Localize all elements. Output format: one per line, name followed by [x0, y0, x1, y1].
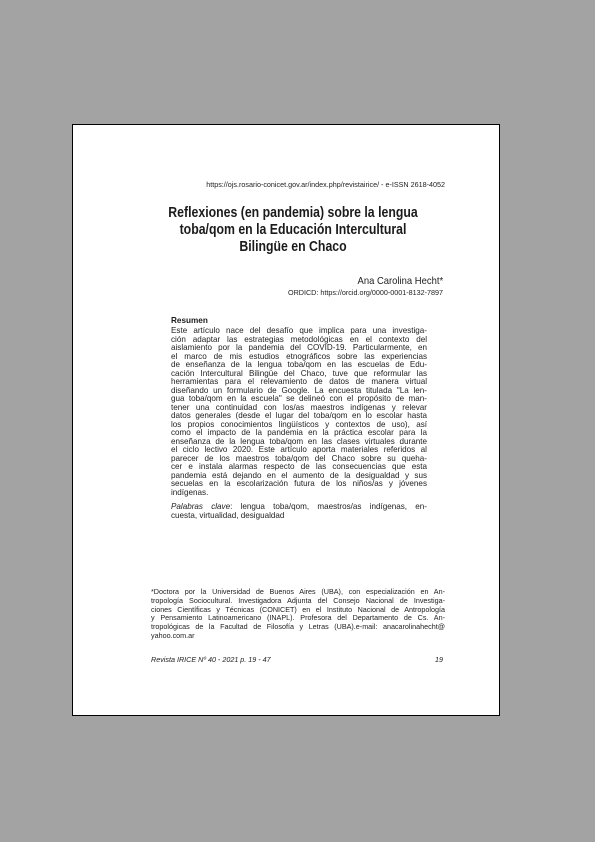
footnote-line: ciones Científicas y Técnicas (CONICET) en el Instituto Nacional de Antropología [151, 604, 445, 614]
footnote-line: tropología Sociocultural. Investigadora Adjunta del Consejo Nacional de Investiga- [151, 595, 445, 605]
footnote-line: y Pensamiento Latinoamericano (INAPL). Profesora del Departamento de Cs. An- [151, 613, 445, 623]
abstract-line: diseñando un formulario de Google. La encuesta titulada "La len- [171, 385, 427, 395]
abstract-line: como el impacto de la pandemia en la práctica escolar para la [171, 428, 427, 437]
journal-url-line: https://ojs.rosario-conicet.gov.ar/index.php/revistairice/ - e-ISSN 2618-4052 [206, 180, 445, 189]
footnote-line: tropológicas de la Facultad de Filosofía y Letras (UBA).e-mail: anacarolinahecht@ [151, 622, 445, 632]
abstract-line: cación Intercultural Bilingüe del Chaco, tuve que reformular las [171, 368, 427, 378]
abstract-body [171, 327, 427, 497]
abstract-line: Este artículo nace del desafío que implica para una investiga- [171, 326, 427, 335]
page-number: 19 [435, 655, 443, 664]
author-orcid: ORDICD: https://orcid.org/0000-0001-8132-7897 [287, 288, 443, 297]
abstract-line: datos generales (desde el lugar del toba/qom en lo escolar hasta [171, 411, 427, 420]
abstract-line: aislamiento por la pandemia del COVID-19. Particularmente, en [171, 343, 427, 352]
keywords-line-continued: cuesta, virtualidad, desigualdad [171, 510, 285, 520]
footnote-line: yahoo.com.ar [151, 630, 195, 640]
abstract-line: pandemia está dejando en el aumento de la desigualdad y sus [171, 470, 427, 480]
journal-citation: Revista IRICE Nº 40 - 2021 p. 19 - 47 [151, 655, 271, 664]
abstract-line: de enseñanza de la lengua toba/qom en las escuelas de Edu- [171, 360, 427, 369]
abstract-line: el ciclo lectivo 2020. Este artículo aporta materiales referidos al [171, 445, 427, 454]
abstract-line: parecer de los maestros toba/qom del Chaco sobre su queha- [171, 453, 427, 463]
abstract-line: los propios conocimientos lingüísticos y contextos de uso), así [171, 419, 427, 429]
abstract-line: el marco de mis estudios etnográficos sobre las experiencias [171, 351, 427, 361]
keywords-text: : lengua toba/qom, maestros/as indígenas, en- [230, 502, 428, 511]
abstract-line: indígenas. [171, 487, 209, 497]
keywords-block [171, 503, 427, 520]
article-title: Reflexiones (en pandemia) sobre la lengua toba/qom en la Educación Intercultural Bilingüe en Chaco [168, 205, 418, 255]
document-page [72, 124, 500, 716]
abstract-line: secuelas en la escolarización futura de los niños/as y jóvenes [171, 479, 427, 488]
abstract-line: tener una continuidad con los/as maestros indígenas y relevar [171, 402, 427, 412]
abstract-line: gua toba/qom en la escuela" se delineó con el propósito de man- [171, 394, 427, 403]
keywords-label: Palabras clave [171, 502, 231, 511]
abstract-line: enseñanza de la lengua toba/qom en las clases virtuales durante [171, 436, 427, 446]
abstract-line: ción adaptar las estrategias metodológicas en el contexto del [171, 334, 427, 344]
footnote-line: *Doctora por la Universidad de Buenos Aires (UBA), con especialización en An- [151, 587, 445, 596]
article-author: Ana Carolina Hecht* [357, 275, 443, 287]
author-footnote [151, 588, 445, 641]
abstract-line: cer e instala alarmas respecto de las consecuencias que esta [171, 462, 427, 471]
abstract-line: herramientas para el relevamiento de datos de manera virtual [171, 377, 427, 386]
abstract-heading: Resumen [171, 316, 208, 325]
